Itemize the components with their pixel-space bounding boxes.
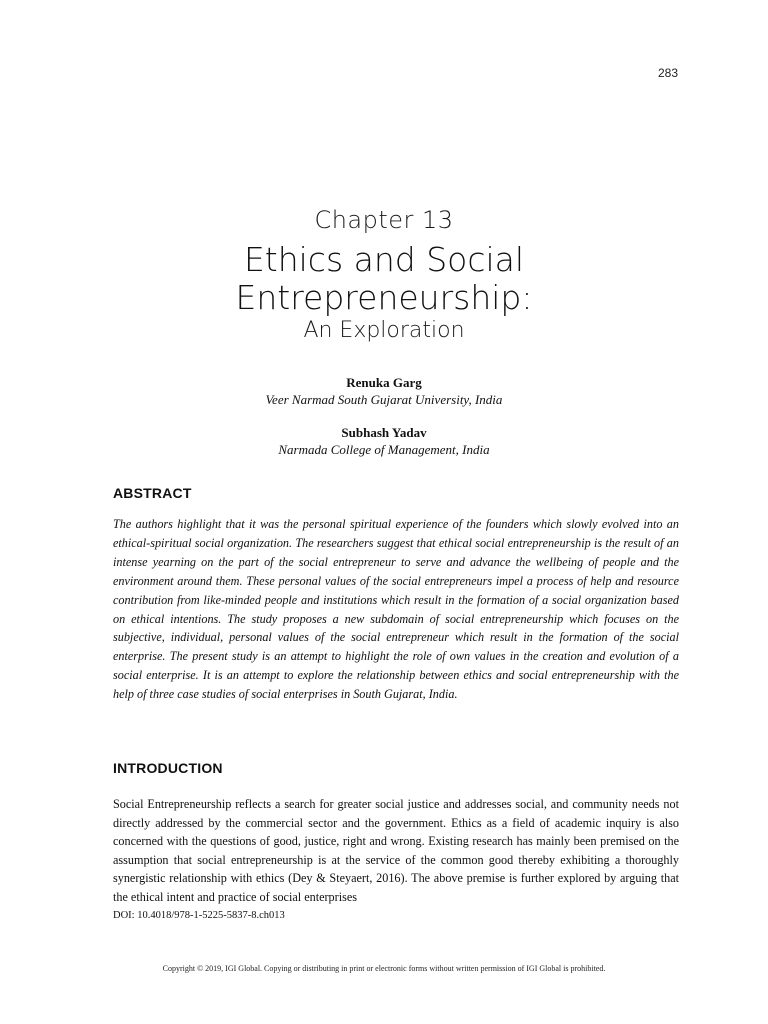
author-name: Subhash Yadav [341,425,427,440]
doi-line: DOI: 10.4018/978-1-5225-5837-8.ch013 [113,910,285,921]
author-list [0,374,768,474]
chapter-title-line2: Entrepreneurship: [235,278,533,317]
author-entry [0,424,768,458]
copyright-notice: Copyright © 2019, IGI Global. Copying or distributing in print or electronic forms without written permission of IGI Global is prohibited. [162,964,606,973]
author-affiliation: Narmada College of Management, India [278,442,490,457]
chapter-title-line1: Ethics and Social [243,240,525,279]
abstract-heading: ABSTRACT [113,485,192,501]
chapter-title-block [0,203,768,345]
abstract-text: The authors highlight that it was the personal spiritual experience of the founders which slowly evolved into an ethical-spiritual social organization. The researchers suggest that ethical social entrepreneurship is the result of an intense yearning on the part of the social entrepreneur to serve and advance the wellbeing of people and the environment around them. These personal values of the social entrepreneurs impel a process of help and resource contribution from like-minded people and institutions which result in the formation of a social organization based on ethical intentions. The study proposes a new subdomain of social entrepreneurship which focuses on the subjective, individual, personal values of the social entrepreneur which result in the formation of the social enterprise. The present study is an attempt to highlight the role of own values in the creation and evolution of a social enterprise. It is an attempt to explore the relationship between ethics and social entrepreneurship with the help of three case studies of social enterprises in South Gujarat, India. [113,517,679,702]
author-entry [0,374,768,408]
page-number: 283 [657,66,678,80]
introduction-text: Social Entrepreneurship reflects a search for greater social justice and addresses social, and community needs not directly addressed by the commercial sector and the government. Ethics as a field of academic inquiry is also concerned with the questions of good, justice, right and wrong. Existing research has mainly been premised on the assumption that social entrepreneurship is at the service of the common good thereby exhibiting a thoroughly synergistic relationship with ethics (Dey & Steyaert, 2016). The above premise is further explored by arguing that the ethical intent and practice of social enterprises [113,797,679,904]
author-affiliation: Veer Narmad South Gujarat University, India [265,392,503,407]
author-name: Renuka Garg [346,375,422,390]
introduction-heading: INTRODUCTION [113,760,223,776]
chapter-subtitle: An Exploration [303,318,465,343]
chapter-label: Chapter 13 [314,206,454,234]
